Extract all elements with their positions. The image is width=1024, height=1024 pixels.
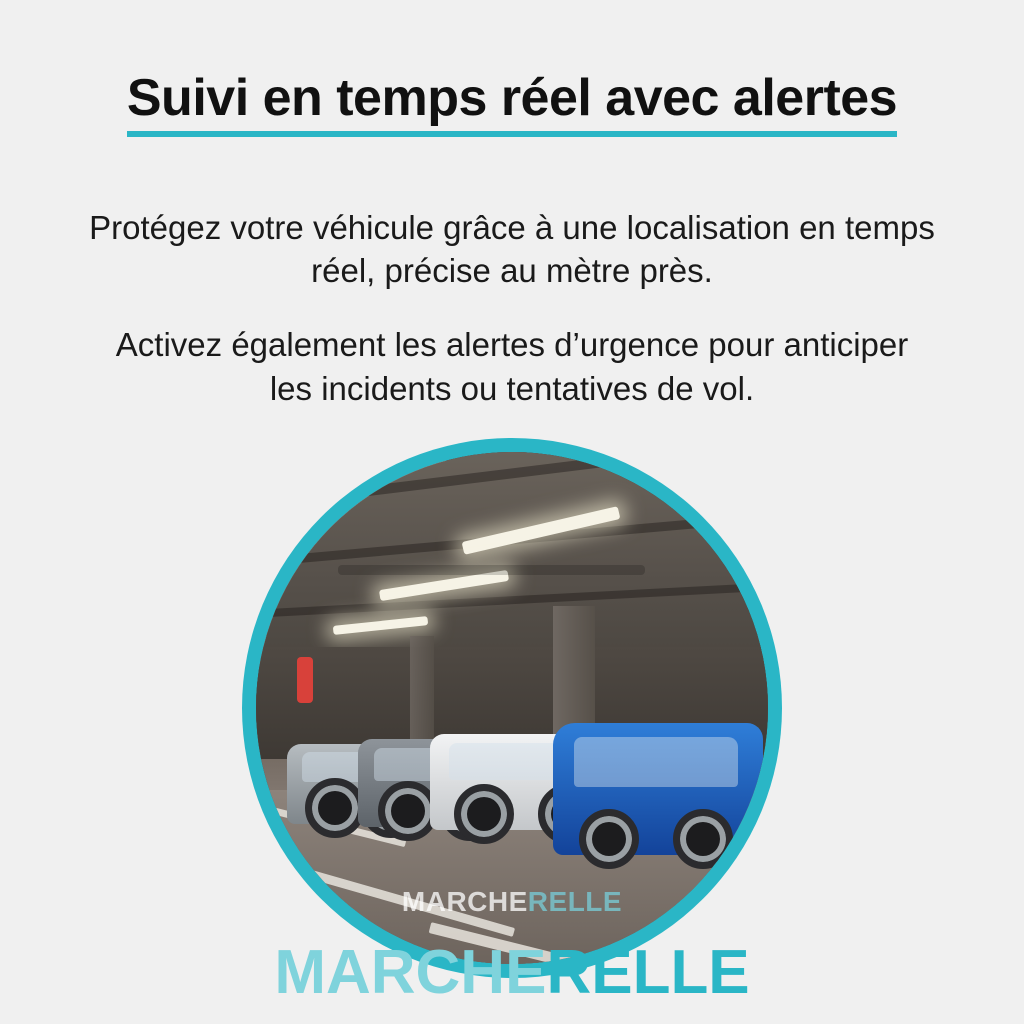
brand-logo-secondary: RELLE bbox=[546, 938, 750, 1007]
van-door-line bbox=[338, 565, 645, 575]
van-taillight bbox=[297, 657, 313, 703]
headline-container bbox=[0, 34, 1024, 172]
car-wheel bbox=[305, 778, 365, 838]
page-title: Suivi en temps réel avec alertes bbox=[127, 69, 897, 137]
photo-watermark bbox=[256, 886, 768, 918]
photo-watermark-secondary: RELLE bbox=[527, 886, 623, 917]
description-paragraph-2: Activez également les alertes d’urgence pour anticiper les incidents ou tentatives de vol. bbox=[115, 325, 909, 407]
description-block bbox=[52, 206, 972, 410]
parked-car-blue bbox=[553, 723, 763, 855]
parking-garage-photo bbox=[256, 452, 768, 964]
car-window bbox=[574, 737, 738, 787]
circular-photo-frame bbox=[242, 438, 782, 978]
car-wheel bbox=[673, 809, 733, 869]
brand-logo-primary: MARCHE bbox=[274, 938, 547, 1007]
car-wheel bbox=[454, 784, 514, 844]
photo-watermark-primary: MARCHE bbox=[401, 886, 528, 917]
description-paragraph-1: Protégez votre véhicule grâce à une localisation en temps réel, précise au mètre près. bbox=[89, 208, 935, 290]
brand-logo bbox=[0, 938, 1024, 1007]
car-wheel bbox=[579, 809, 639, 869]
